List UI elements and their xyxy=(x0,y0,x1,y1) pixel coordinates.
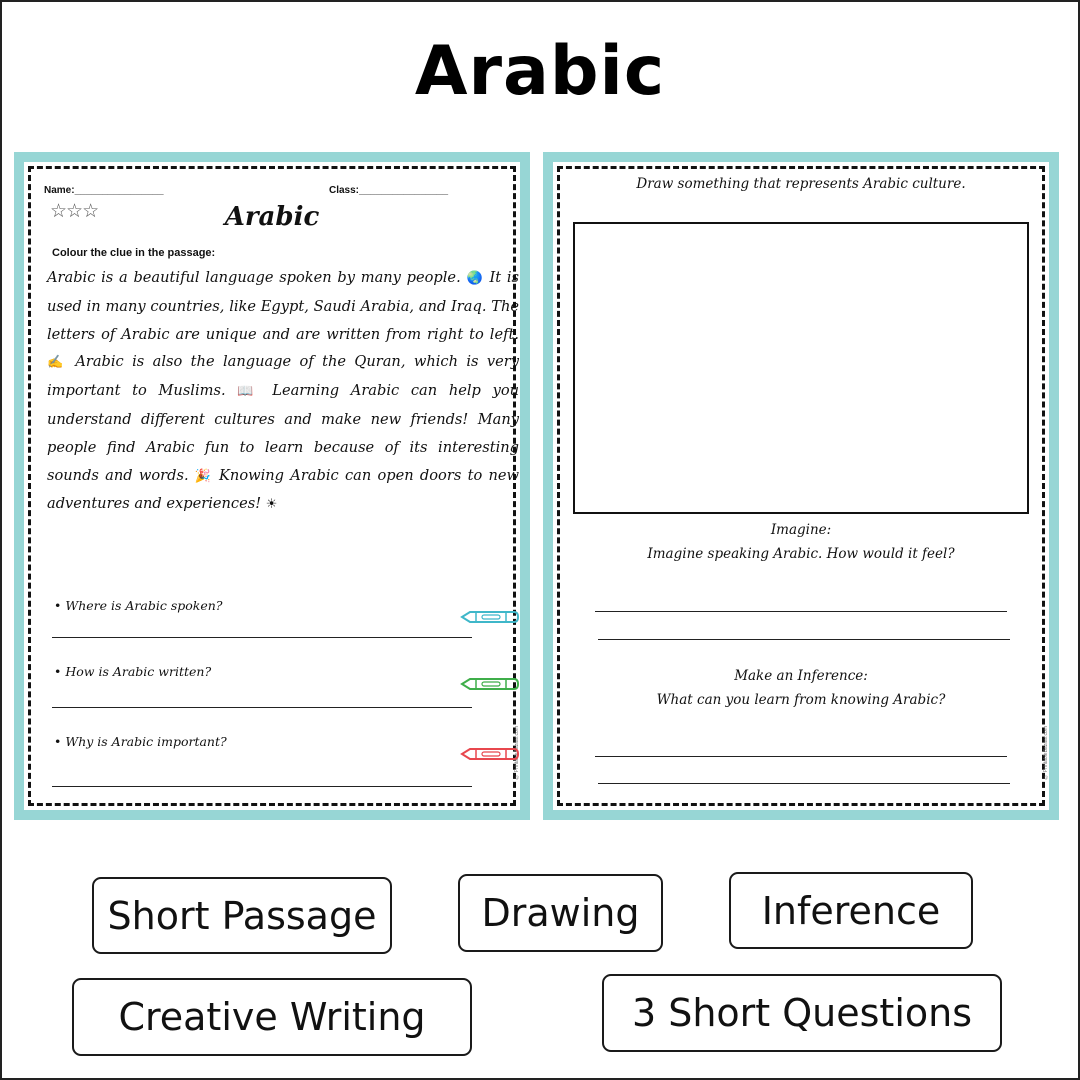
passage-sentence: It is used in many countries, like Egypt, Saudi Arabia, and Iraq. The letters of Arabic are unique and are written from right to left. xyxy=(47,269,520,343)
draw-prompt: Draw something that represents Arabic culture. xyxy=(636,176,966,192)
worksheet-title: Arabic xyxy=(224,202,320,232)
rating-stars-icon: ☆☆☆ xyxy=(50,201,99,222)
passage-sentence: Knowing Arabic can open doors to new adventures and experiences! xyxy=(47,466,520,513)
credit-text: © PrintableBazaar.com xyxy=(1043,726,1049,780)
imagine-prompt: Imagine speaking Arabic. How would it feel? xyxy=(647,546,955,562)
name-field: Name:________________ xyxy=(44,185,164,196)
imagine-heading: Imagine: xyxy=(770,522,832,538)
tag-short-passage: Short Passage xyxy=(92,877,392,954)
tag-inference: Inference xyxy=(729,872,973,949)
tag-3-short-questions: 3 Short Questions xyxy=(602,974,1002,1052)
answer-line-1[interactable] xyxy=(52,637,472,638)
worksheet-page-activities xyxy=(543,152,1059,820)
writing-line-4[interactable] xyxy=(598,783,1010,784)
page-sheet xyxy=(553,162,1049,810)
sun-icon: ☀ xyxy=(265,497,278,513)
writing-line-3[interactable] xyxy=(595,756,1007,757)
answer-line-2[interactable] xyxy=(52,707,472,708)
passage-sentence: Learning Arabic can help you understand different cultures and make new friends! Many people find Arabic fun to learn because of its interesting sounds and words. xyxy=(47,382,520,484)
blue-crayon-icon xyxy=(460,609,520,625)
credit-text: © PrintableBazaar.com xyxy=(514,726,520,780)
green-crayon-icon xyxy=(460,676,520,692)
answer-line-3[interactable] xyxy=(52,786,472,787)
writing-line-2[interactable] xyxy=(598,639,1010,640)
worksheet-page-passage xyxy=(14,152,530,820)
inference-heading: Make an Inference: xyxy=(734,668,868,684)
party-popper-icon: 🎉 xyxy=(194,468,213,484)
passage-sentence: Arabic is also the language of the Quran, which is very important to Muslims. xyxy=(47,353,520,400)
book-icon: 📖 xyxy=(237,384,261,400)
drawing-box[interactable] xyxy=(573,222,1029,514)
red-crayon-icon xyxy=(460,746,520,762)
writing-hand-icon: ✍ xyxy=(47,355,67,371)
inference-prompt: What can you learn from knowing Arabic? xyxy=(656,692,946,708)
page-sheet xyxy=(24,162,520,810)
globe-icon: 🌏 xyxy=(466,271,484,286)
tag-drawing: Drawing xyxy=(458,874,663,952)
class-field: Class:________________ xyxy=(329,185,448,196)
passage-sentence: Arabic is a beautiful language spoken by many people. xyxy=(47,269,461,286)
main-title: Arabic xyxy=(414,32,666,111)
tag-creative-writing: Creative Writing xyxy=(72,978,472,1056)
question-3: • Why is Arabic important? xyxy=(54,734,227,749)
question-2: • How is Arabic written? xyxy=(54,664,212,679)
writing-line-1[interactable] xyxy=(595,611,1007,612)
reading-passage xyxy=(47,264,519,519)
instruction-text: Colour the clue in the passage: xyxy=(52,247,216,259)
question-1: • Where is Arabic spoken? xyxy=(54,598,223,613)
